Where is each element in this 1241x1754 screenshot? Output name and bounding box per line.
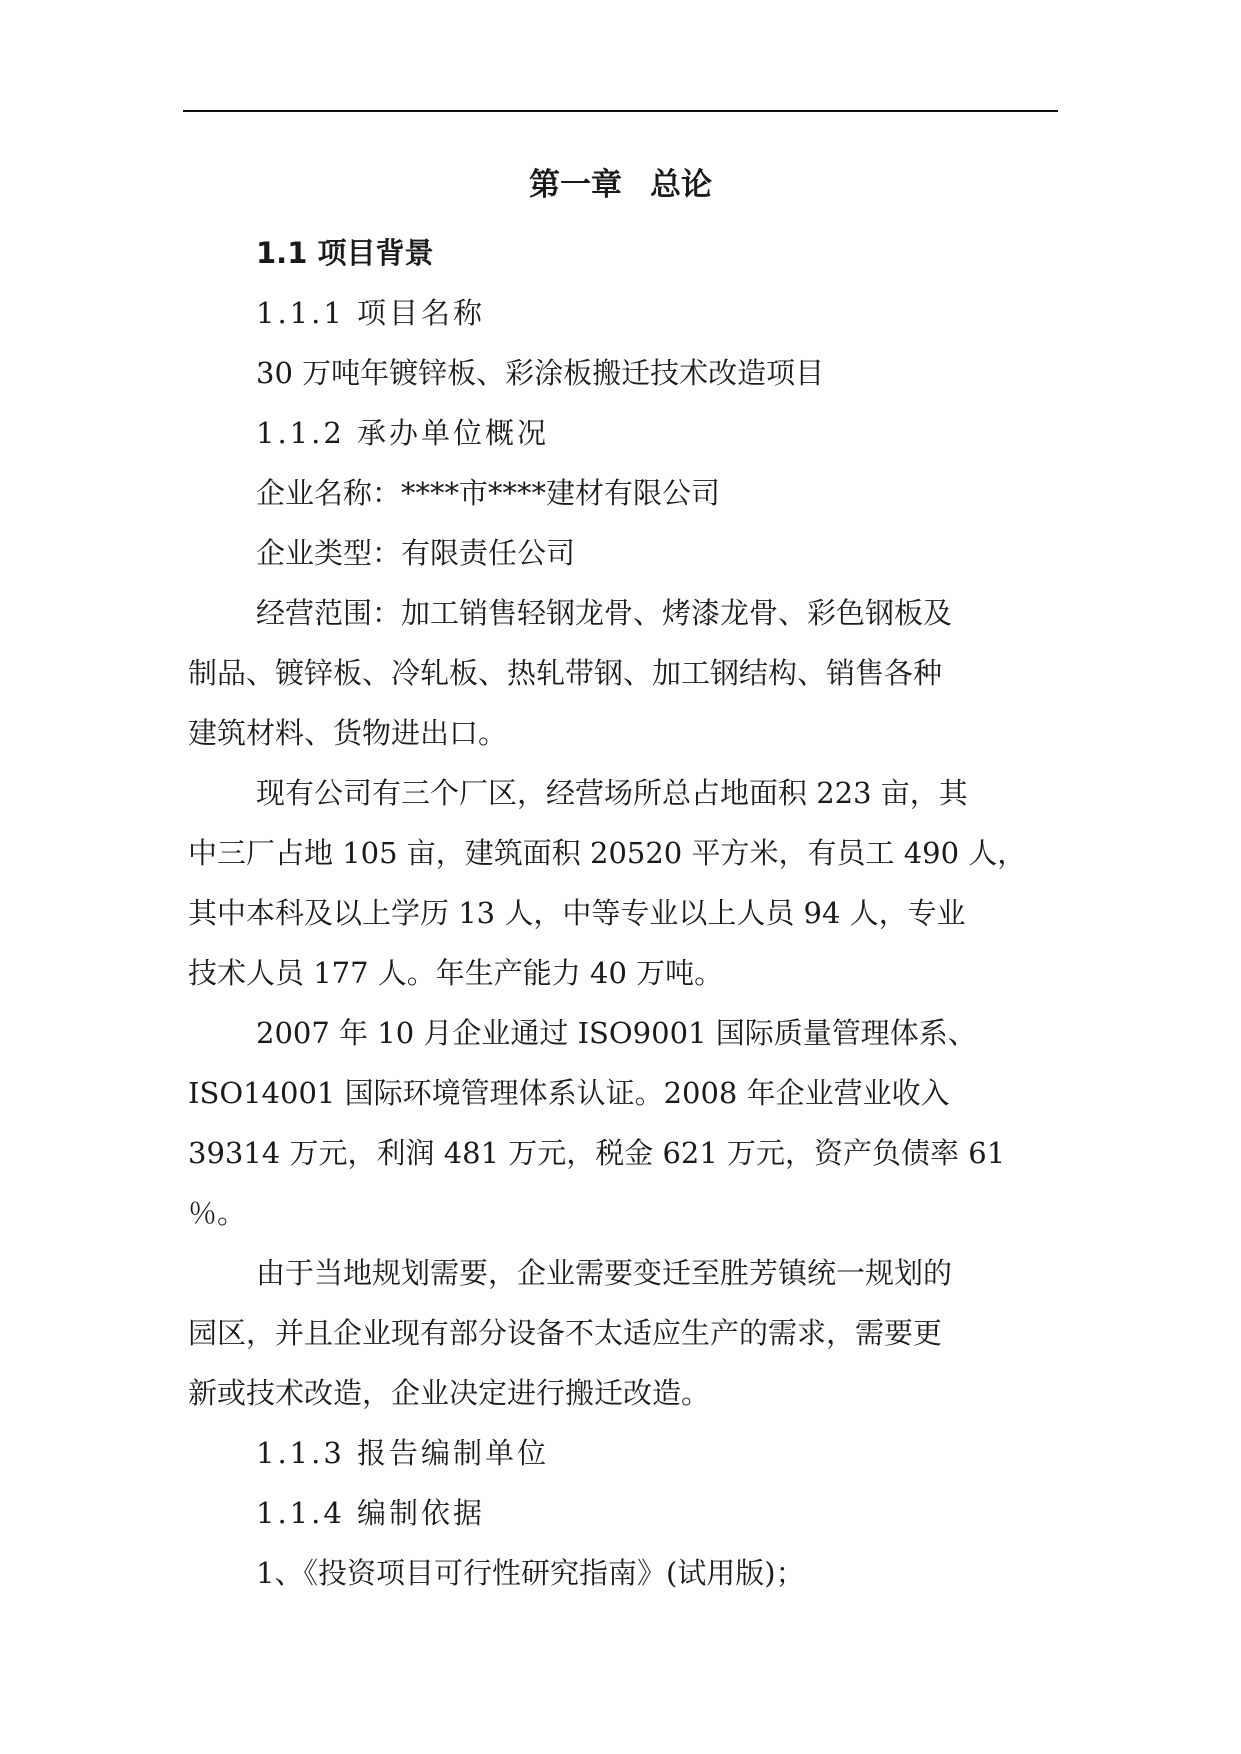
relocation-reason-line-2: 园区，并且企业现有部分设备不太适应生产的需求，需要更 bbox=[188, 1316, 943, 1350]
subsection-heading-1-1-1: 1.1.1 项目名称 bbox=[256, 296, 486, 330]
certification-line-3: 39314 万元，利润 481 万元，税金 621 万元，资产负债率 61 bbox=[188, 1136, 1006, 1170]
project-name: 30 万吨年镀锌板、彩涂板搬迁技术改造项目 bbox=[256, 356, 825, 390]
chapter-heading: 总论 bbox=[650, 167, 712, 203]
subsection-heading-1-1-4: 1.1.4 编制依据 bbox=[256, 1496, 486, 1530]
business-scope-line-1: 经营范围：加工销售轻钢龙骨、烤漆龙骨、彩色钢板及 bbox=[256, 596, 953, 630]
chapter-number: 第一章 bbox=[529, 167, 622, 203]
section-heading-1-1: 1.1 项目背景 bbox=[256, 236, 434, 270]
certification-line-2: ISO14001 国际环境管理体系认证。2008 年企业营业收入 bbox=[188, 1076, 950, 1110]
company-overview-line-1: 现有公司有三个厂区，经营场所总占地面积 223 亩，其 bbox=[256, 776, 968, 810]
certification-line-4: ％。 bbox=[188, 1196, 247, 1230]
body-text bbox=[188, 223, 1050, 1603]
business-scope-line-3: 建筑材料、货物进出口。 bbox=[188, 716, 508, 750]
company-name-line: 企业名称：****市****建材有限公司 bbox=[256, 476, 721, 510]
chapter-title bbox=[183, 160, 1058, 210]
header-rule bbox=[183, 110, 1058, 112]
company-type-line: 企业类型：有限责任公司 bbox=[256, 536, 576, 570]
relocation-reason-line-1: 由于当地规划需要，企业需要变迁至胜芳镇统一规划的 bbox=[256, 1256, 953, 1290]
company-overview-line-3: 其中本科及以上学历 13 人，中等专业以上人员 94 人，专业 bbox=[188, 896, 966, 930]
subsection-heading-1-1-2: 1.1.2 承办单位概况 bbox=[256, 416, 550, 450]
relocation-reason-line-3: 新或技术改造，企业决定进行搬迁改造。 bbox=[188, 1376, 711, 1410]
basis-item-1: 1、《投资项目可行性研究指南》(试用版)； bbox=[256, 1556, 805, 1590]
company-overview-line-4: 技术人员 177 人。年生产能力 40 万吨。 bbox=[188, 956, 724, 990]
subsection-heading-1-1-3: 1.1.3 报告编制单位 bbox=[256, 1436, 550, 1470]
company-overview-line-2: 中三厂占地 105 亩，建筑面积 20520 平方米，有员工 490 人， bbox=[188, 836, 1027, 870]
certification-line-1: 2007 年 10 月企业通过 ISO9001 国际质量管理体系、 bbox=[256, 1016, 977, 1050]
business-scope-line-2: 制品、镀锌板、冷轧板、热轧带钢、加工钢结构、销售各种 bbox=[188, 656, 943, 690]
